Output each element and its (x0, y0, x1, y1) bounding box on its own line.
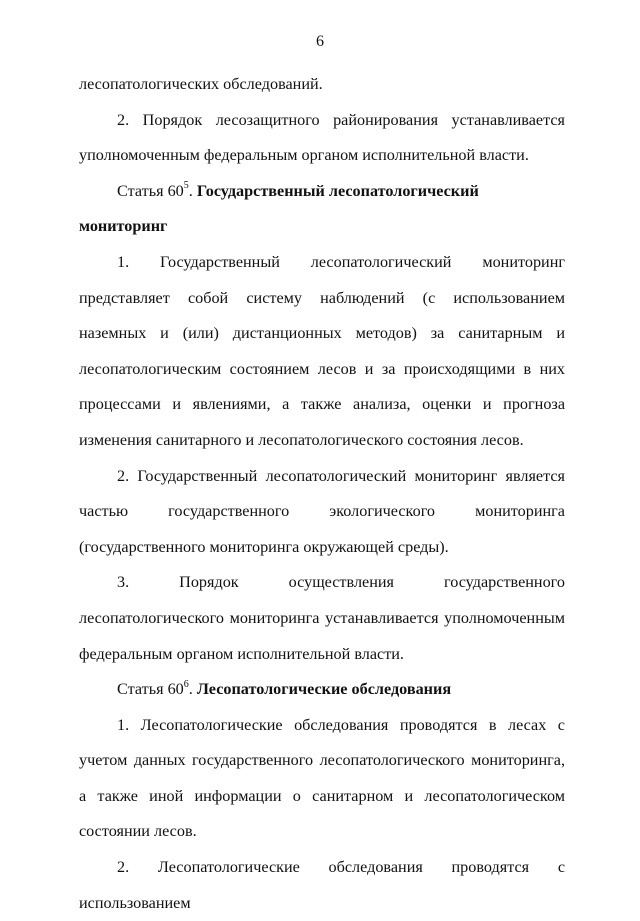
article-60-6-sup: 6 (183, 678, 189, 690)
article-60-5-title: Государственный лесопатологический мониторинг (79, 181, 479, 236)
article-60-5-heading (79, 174, 565, 245)
article-60-6-prefix: Статья 60 (117, 680, 184, 699)
article-60-6-title: Лесопатологические обследования (196, 680, 452, 699)
page-number: 6 (316, 33, 324, 50)
paragraph-continuation: лесопатологических обследований. (79, 75, 323, 93)
document-body (79, 67, 565, 921)
article-60-6-dot: . (188, 680, 193, 699)
paragraph-surveys-conducted: 1. Лесопатологические обследования проводятся в лесах с учетом данных государственного лесопатологического мониторинга, а также иной информации о санитарном и лесопатологическом состоянии лесов. (79, 715, 565, 841)
article-60-5-dot: . (188, 181, 193, 200)
paragraph-monitoring-part: 2. Государственный лесопатологический мониторинг является частью государственного экологического мониторинга (государственного мониторинга окружающей среды). (79, 466, 565, 556)
article-60-5-prefix: Статья 60 (117, 181, 184, 200)
paragraph-surveys-methods: 2. Лесопатологические обследования проводятся с использованием (79, 858, 565, 912)
paragraph-zoning-order: 2. Порядок лесозащитного районирования устанавливается уполномоченным федеральным органом исполнительной власти. (79, 110, 565, 165)
paragraph-monitoring-definition: 1. Государственный лесопатологический мониторинг представляет собой систему наблюдений (с использованием наземных и (или) дистанционных методов) за санитарным и лесопатологическим состоянием лесов и за происходящими в них процессами и явлениями, а также анализа, оценки и прогноза изменения санитарного и лесопатологического состояния лесов. (79, 252, 565, 449)
paragraph-monitoring-order: 3. Порядок осуществления государственного лесопатологического мониторинга устанавливается уполномоченным федеральным органом исполнительной власти. (79, 573, 565, 663)
article-60-6-heading (79, 672, 565, 708)
article-60-5-sup: 5 (183, 180, 189, 192)
